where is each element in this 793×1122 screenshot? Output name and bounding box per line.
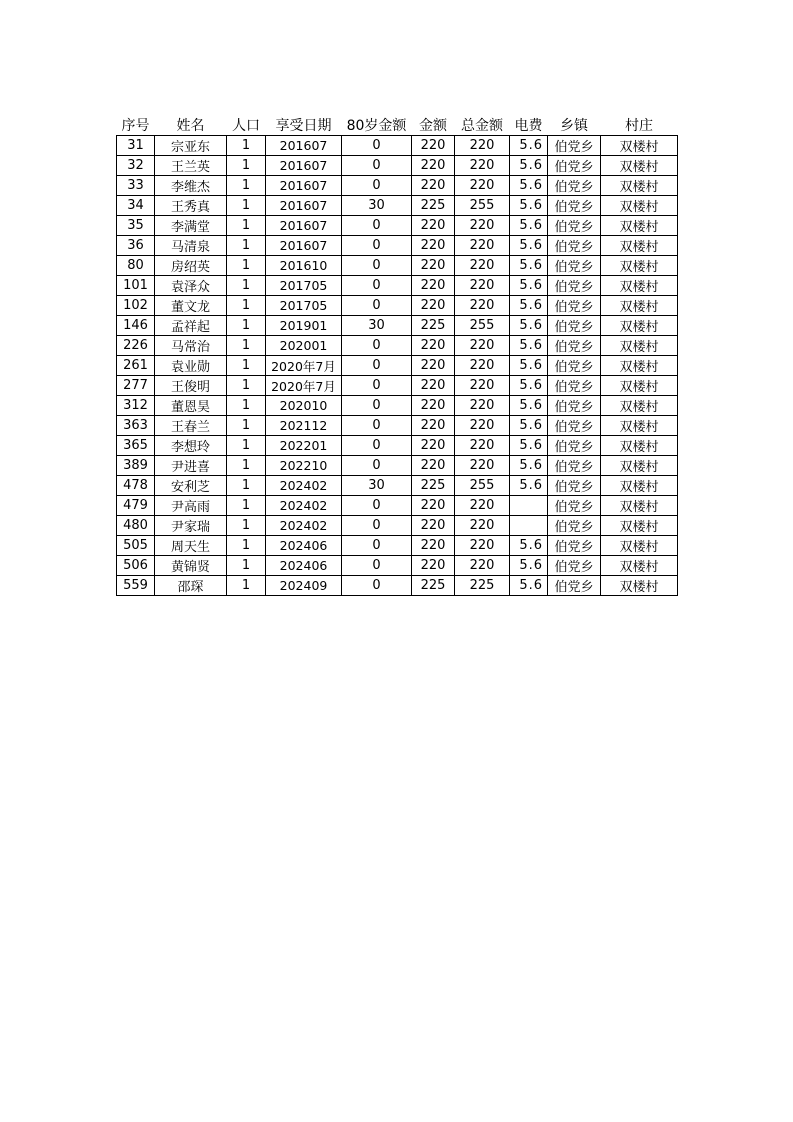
table-row xyxy=(117,396,678,416)
amount-cell: 220 xyxy=(412,136,455,156)
name-cell: 尹进喜 xyxy=(155,456,227,476)
date-cell: 202406 xyxy=(266,556,342,576)
total-cell: 220 xyxy=(455,256,510,276)
amount-cell: 220 xyxy=(412,156,455,176)
name-cell: 黄锦贤 xyxy=(155,556,227,576)
name-cell: 李维杰 xyxy=(155,176,227,196)
town-cell: 伯党乡 xyxy=(548,136,601,156)
amount80-cell: 0 xyxy=(342,376,412,396)
village-cell: 双楼村 xyxy=(601,196,678,216)
seq-cell: 101 xyxy=(117,276,155,296)
amount80-cell: 0 xyxy=(342,356,412,376)
table-row xyxy=(117,436,678,456)
people-cell: 1 xyxy=(227,256,266,276)
people-cell: 1 xyxy=(227,336,266,356)
elec-cell: 5.6 xyxy=(510,476,548,496)
town-cell: 伯党乡 xyxy=(548,236,601,256)
name-cell: 尹家瑞 xyxy=(155,516,227,536)
elec-cell: 5.6 xyxy=(510,556,548,576)
village-cell: 双楼村 xyxy=(601,396,678,416)
amount80-cell: 0 xyxy=(342,176,412,196)
elec-cell: 5.6 xyxy=(510,156,548,176)
total-cell: 225 xyxy=(455,576,510,596)
name-cell: 王兰英 xyxy=(155,156,227,176)
amount-cell: 220 xyxy=(412,556,455,576)
amount80-cell: 0 xyxy=(342,396,412,416)
town-cell: 伯党乡 xyxy=(548,476,601,496)
village-cell: 双楼村 xyxy=(601,136,678,156)
amount-cell: 225 xyxy=(412,316,455,336)
seq-cell: 261 xyxy=(117,356,155,376)
town-cell: 伯党乡 xyxy=(548,556,601,576)
date-cell: 201610 xyxy=(266,256,342,276)
people-cell: 1 xyxy=(227,436,266,456)
total-cell: 220 xyxy=(455,376,510,396)
elec-cell xyxy=(510,496,548,516)
village-cell: 双楼村 xyxy=(601,536,678,556)
amount-cell: 220 xyxy=(412,436,455,456)
seq-cell: 479 xyxy=(117,496,155,516)
amount80-cell: 0 xyxy=(342,436,412,456)
name-cell: 袁业勋 xyxy=(155,356,227,376)
elec-cell: 5.6 xyxy=(510,176,548,196)
village-cell: 双楼村 xyxy=(601,296,678,316)
table-row xyxy=(117,456,678,476)
seq-cell: 365 xyxy=(117,436,155,456)
elec-cell: 5.6 xyxy=(510,536,548,556)
amount-cell: 220 xyxy=(412,456,455,476)
total-cell: 220 xyxy=(455,516,510,536)
seq-cell: 34 xyxy=(117,196,155,216)
village-cell: 双楼村 xyxy=(601,436,678,456)
header-name: 姓名 xyxy=(176,118,205,134)
village-cell: 双楼村 xyxy=(601,416,678,436)
name-cell: 王春兰 xyxy=(155,416,227,436)
date-cell: 202010 xyxy=(266,396,342,416)
amount80-cell: 0 xyxy=(342,336,412,356)
elec-cell: 5.6 xyxy=(510,456,548,476)
name-cell: 马常治 xyxy=(155,336,227,356)
people-cell: 1 xyxy=(227,576,266,596)
seq-cell: 31 xyxy=(117,136,155,156)
name-cell: 邵琛 xyxy=(155,576,227,596)
amount80-cell: 30 xyxy=(342,476,412,496)
people-cell: 1 xyxy=(227,276,266,296)
amount80-cell: 0 xyxy=(342,496,412,516)
seq-cell: 559 xyxy=(117,576,155,596)
elec-cell: 5.6 xyxy=(510,216,548,236)
total-cell: 220 xyxy=(455,456,510,476)
elec-cell: 5.6 xyxy=(510,316,548,336)
table-row xyxy=(117,256,678,276)
town-cell: 伯党乡 xyxy=(548,416,601,436)
table-row xyxy=(117,516,678,536)
header-total: 总金额 xyxy=(461,118,503,134)
amount-cell: 220 xyxy=(412,236,455,256)
amount80-cell: 0 xyxy=(342,576,412,596)
people-cell: 1 xyxy=(227,136,266,156)
people-cell: 1 xyxy=(227,196,266,216)
seq-cell: 33 xyxy=(117,176,155,196)
amount80-cell: 0 xyxy=(342,416,412,436)
amount-cell: 220 xyxy=(412,396,455,416)
date-cell: 201607 xyxy=(266,176,342,196)
village-cell: 双楼村 xyxy=(601,576,678,596)
name-cell: 袁泽众 xyxy=(155,276,227,296)
subsidy-table xyxy=(116,114,678,596)
table-header xyxy=(117,114,678,136)
town-cell: 伯党乡 xyxy=(548,456,601,476)
people-cell: 1 xyxy=(227,236,266,256)
amount80-cell: 0 xyxy=(342,236,412,256)
date-cell: 202402 xyxy=(266,516,342,536)
people-cell: 1 xyxy=(227,396,266,416)
amount-cell: 225 xyxy=(412,196,455,216)
amount80-cell: 0 xyxy=(342,216,412,236)
amount80-cell: 30 xyxy=(342,316,412,336)
town-cell: 伯党乡 xyxy=(548,396,601,416)
town-cell: 伯党乡 xyxy=(548,376,601,396)
header-row xyxy=(117,114,678,136)
town-cell: 伯党乡 xyxy=(548,536,601,556)
village-cell: 双楼村 xyxy=(601,236,678,256)
name-cell: 李想玲 xyxy=(155,436,227,456)
town-cell: 伯党乡 xyxy=(548,516,601,536)
village-cell: 双楼村 xyxy=(601,156,678,176)
amount-cell: 220 xyxy=(412,416,455,436)
seq-cell: 102 xyxy=(117,296,155,316)
seq-cell: 480 xyxy=(117,516,155,536)
name-cell: 董恩昊 xyxy=(155,396,227,416)
amount-cell: 220 xyxy=(412,496,455,516)
town-cell: 伯党乡 xyxy=(548,496,601,516)
date-cell: 202112 xyxy=(266,416,342,436)
amount-cell: 220 xyxy=(412,276,455,296)
table-row xyxy=(117,416,678,436)
amount80-cell: 0 xyxy=(342,156,412,176)
village-cell: 双楼村 xyxy=(601,476,678,496)
amount80-cell: 0 xyxy=(342,136,412,156)
table-row xyxy=(117,216,678,236)
name-cell: 尹高雨 xyxy=(155,496,227,516)
date-cell: 202402 xyxy=(266,476,342,496)
seq-cell: 363 xyxy=(117,416,155,436)
town-cell: 伯党乡 xyxy=(548,156,601,176)
table-row xyxy=(117,276,678,296)
elec-cell: 5.6 xyxy=(510,276,548,296)
amount80-cell: 30 xyxy=(342,196,412,216)
name-cell: 安利芝 xyxy=(155,476,227,496)
table-row xyxy=(117,316,678,336)
elec-cell: 5.6 xyxy=(510,576,548,596)
header-elec: 电费 xyxy=(514,118,543,134)
elec-cell: 5.6 xyxy=(510,356,548,376)
people-cell: 1 xyxy=(227,216,266,236)
header-date: 享受日期 xyxy=(275,118,332,134)
town-cell: 伯党乡 xyxy=(548,216,601,236)
total-cell: 220 xyxy=(455,156,510,176)
total-cell: 220 xyxy=(455,396,510,416)
total-cell: 220 xyxy=(455,436,510,456)
village-cell: 双楼村 xyxy=(601,556,678,576)
village-cell: 双楼村 xyxy=(601,216,678,236)
table-row xyxy=(117,376,678,396)
people-cell: 1 xyxy=(227,536,266,556)
people-cell: 1 xyxy=(227,556,266,576)
elec-cell: 5.6 xyxy=(510,396,548,416)
total-cell: 220 xyxy=(455,356,510,376)
people-cell: 1 xyxy=(227,456,266,476)
name-cell: 王秀真 xyxy=(155,196,227,216)
date-cell: 202001 xyxy=(266,336,342,356)
date-cell: 202210 xyxy=(266,456,342,476)
table-row xyxy=(117,356,678,376)
seq-cell: 146 xyxy=(117,316,155,336)
table-row xyxy=(117,156,678,176)
amount80-cell: 0 xyxy=(342,516,412,536)
date-cell: 201607 xyxy=(266,156,342,176)
seq-cell: 312 xyxy=(117,396,155,416)
village-cell: 双楼村 xyxy=(601,496,678,516)
seq-cell: 478 xyxy=(117,476,155,496)
elec-cell: 5.6 xyxy=(510,236,548,256)
total-cell: 220 xyxy=(455,496,510,516)
amount80-cell: 0 xyxy=(342,456,412,476)
town-cell: 伯党乡 xyxy=(548,336,601,356)
elec-cell: 5.6 xyxy=(510,256,548,276)
seq-cell: 277 xyxy=(117,376,155,396)
total-cell: 220 xyxy=(455,556,510,576)
total-cell: 220 xyxy=(455,136,510,156)
elec-cell: 5.6 xyxy=(510,336,548,356)
header-amount: 金额 xyxy=(419,118,447,134)
date-cell: 202406 xyxy=(266,536,342,556)
village-cell: 双楼村 xyxy=(601,336,678,356)
table-row xyxy=(117,296,678,316)
data-sheet xyxy=(116,114,678,596)
amount80-cell: 0 xyxy=(342,556,412,576)
header-amount80: 80岁金额 xyxy=(346,118,407,134)
name-cell: 马清泉 xyxy=(155,236,227,256)
elec-cell: 5.6 xyxy=(510,436,548,456)
table-row xyxy=(117,336,678,356)
table-row xyxy=(117,136,678,156)
table-row xyxy=(117,536,678,556)
town-cell: 伯党乡 xyxy=(548,256,601,276)
date-cell: 201607 xyxy=(266,196,342,216)
name-cell: 房绍英 xyxy=(155,256,227,276)
elec-cell: 5.6 xyxy=(510,296,548,316)
total-cell: 255 xyxy=(455,196,510,216)
village-cell: 双楼村 xyxy=(601,276,678,296)
total-cell: 220 xyxy=(455,276,510,296)
table-row xyxy=(117,496,678,516)
header-seq: 序号 xyxy=(121,118,150,134)
elec-cell: 5.6 xyxy=(510,136,548,156)
total-cell: 255 xyxy=(455,316,510,336)
seq-cell: 389 xyxy=(117,456,155,476)
header-town: 乡镇 xyxy=(560,118,588,134)
town-cell: 伯党乡 xyxy=(548,436,601,456)
total-cell: 220 xyxy=(455,176,510,196)
elec-cell xyxy=(510,516,548,536)
people-cell: 1 xyxy=(227,176,266,196)
people-cell: 1 xyxy=(227,376,266,396)
name-cell: 王俊明 xyxy=(155,376,227,396)
people-cell: 1 xyxy=(227,476,266,496)
total-cell: 220 xyxy=(455,296,510,316)
name-cell: 李满堂 xyxy=(155,216,227,236)
people-cell: 1 xyxy=(227,416,266,436)
seq-cell: 36 xyxy=(117,236,155,256)
table-body xyxy=(117,136,678,596)
town-cell: 伯党乡 xyxy=(548,296,601,316)
town-cell: 伯党乡 xyxy=(548,576,601,596)
total-cell: 220 xyxy=(455,236,510,256)
total-cell: 220 xyxy=(455,536,510,556)
date-cell: 202409 xyxy=(266,576,342,596)
seq-cell: 506 xyxy=(117,556,155,576)
people-cell: 1 xyxy=(227,316,266,336)
name-cell: 宗亚东 xyxy=(155,136,227,156)
amount-cell: 220 xyxy=(412,376,455,396)
date-cell: 202201 xyxy=(266,436,342,456)
total-cell: 220 xyxy=(455,216,510,236)
seq-cell: 505 xyxy=(117,536,155,556)
amount80-cell: 0 xyxy=(342,296,412,316)
village-cell: 双楼村 xyxy=(601,256,678,276)
people-cell: 1 xyxy=(227,516,266,536)
village-cell: 双楼村 xyxy=(601,176,678,196)
amount-cell: 220 xyxy=(412,256,455,276)
town-cell: 伯党乡 xyxy=(548,316,601,336)
total-cell: 255 xyxy=(455,476,510,496)
people-cell: 1 xyxy=(227,496,266,516)
amount-cell: 220 xyxy=(412,296,455,316)
date-cell: 202402 xyxy=(266,496,342,516)
amount-cell: 220 xyxy=(412,356,455,376)
date-cell: 2020年7月 xyxy=(266,356,342,376)
header-people: 人口 xyxy=(232,118,260,134)
seq-cell: 226 xyxy=(117,336,155,356)
seq-cell: 32 xyxy=(117,156,155,176)
seq-cell: 35 xyxy=(117,216,155,236)
amount-cell: 225 xyxy=(412,576,455,596)
town-cell: 伯党乡 xyxy=(548,176,601,196)
village-cell: 双楼村 xyxy=(601,356,678,376)
table-row xyxy=(117,556,678,576)
amount-cell: 220 xyxy=(412,516,455,536)
total-cell: 220 xyxy=(455,336,510,356)
seq-cell: 80 xyxy=(117,256,155,276)
amount-cell: 225 xyxy=(412,476,455,496)
town-cell: 伯党乡 xyxy=(548,196,601,216)
date-cell: 201607 xyxy=(266,236,342,256)
elec-cell: 5.6 xyxy=(510,376,548,396)
date-cell: 2020年7月 xyxy=(266,376,342,396)
table-row xyxy=(117,176,678,196)
village-cell: 双楼村 xyxy=(601,516,678,536)
table-row xyxy=(117,576,678,596)
name-cell: 周天生 xyxy=(155,536,227,556)
amount80-cell: 0 xyxy=(342,256,412,276)
amount-cell: 220 xyxy=(412,536,455,556)
elec-cell: 5.6 xyxy=(510,196,548,216)
amount-cell: 220 xyxy=(412,336,455,356)
date-cell: 201607 xyxy=(266,136,342,156)
village-cell: 双楼村 xyxy=(601,316,678,336)
amount-cell: 220 xyxy=(412,216,455,236)
name-cell: 董文龙 xyxy=(155,296,227,316)
table-row xyxy=(117,476,678,496)
date-cell: 201901 xyxy=(266,316,342,336)
name-cell: 孟祥起 xyxy=(155,316,227,336)
amount80-cell: 0 xyxy=(342,276,412,296)
table-row xyxy=(117,196,678,216)
people-cell: 1 xyxy=(227,296,266,316)
date-cell: 201705 xyxy=(266,296,342,316)
header-village: 村庄 xyxy=(625,118,653,134)
table-row xyxy=(117,236,678,256)
town-cell: 伯党乡 xyxy=(548,276,601,296)
town-cell: 伯党乡 xyxy=(548,356,601,376)
date-cell: 201705 xyxy=(266,276,342,296)
amount-cell: 220 xyxy=(412,176,455,196)
total-cell: 220 xyxy=(455,416,510,436)
people-cell: 1 xyxy=(227,156,266,176)
village-cell: 双楼村 xyxy=(601,376,678,396)
elec-cell: 5.6 xyxy=(510,416,548,436)
date-cell: 201607 xyxy=(266,216,342,236)
amount80-cell: 0 xyxy=(342,536,412,556)
village-cell: 双楼村 xyxy=(601,456,678,476)
people-cell: 1 xyxy=(227,356,266,376)
